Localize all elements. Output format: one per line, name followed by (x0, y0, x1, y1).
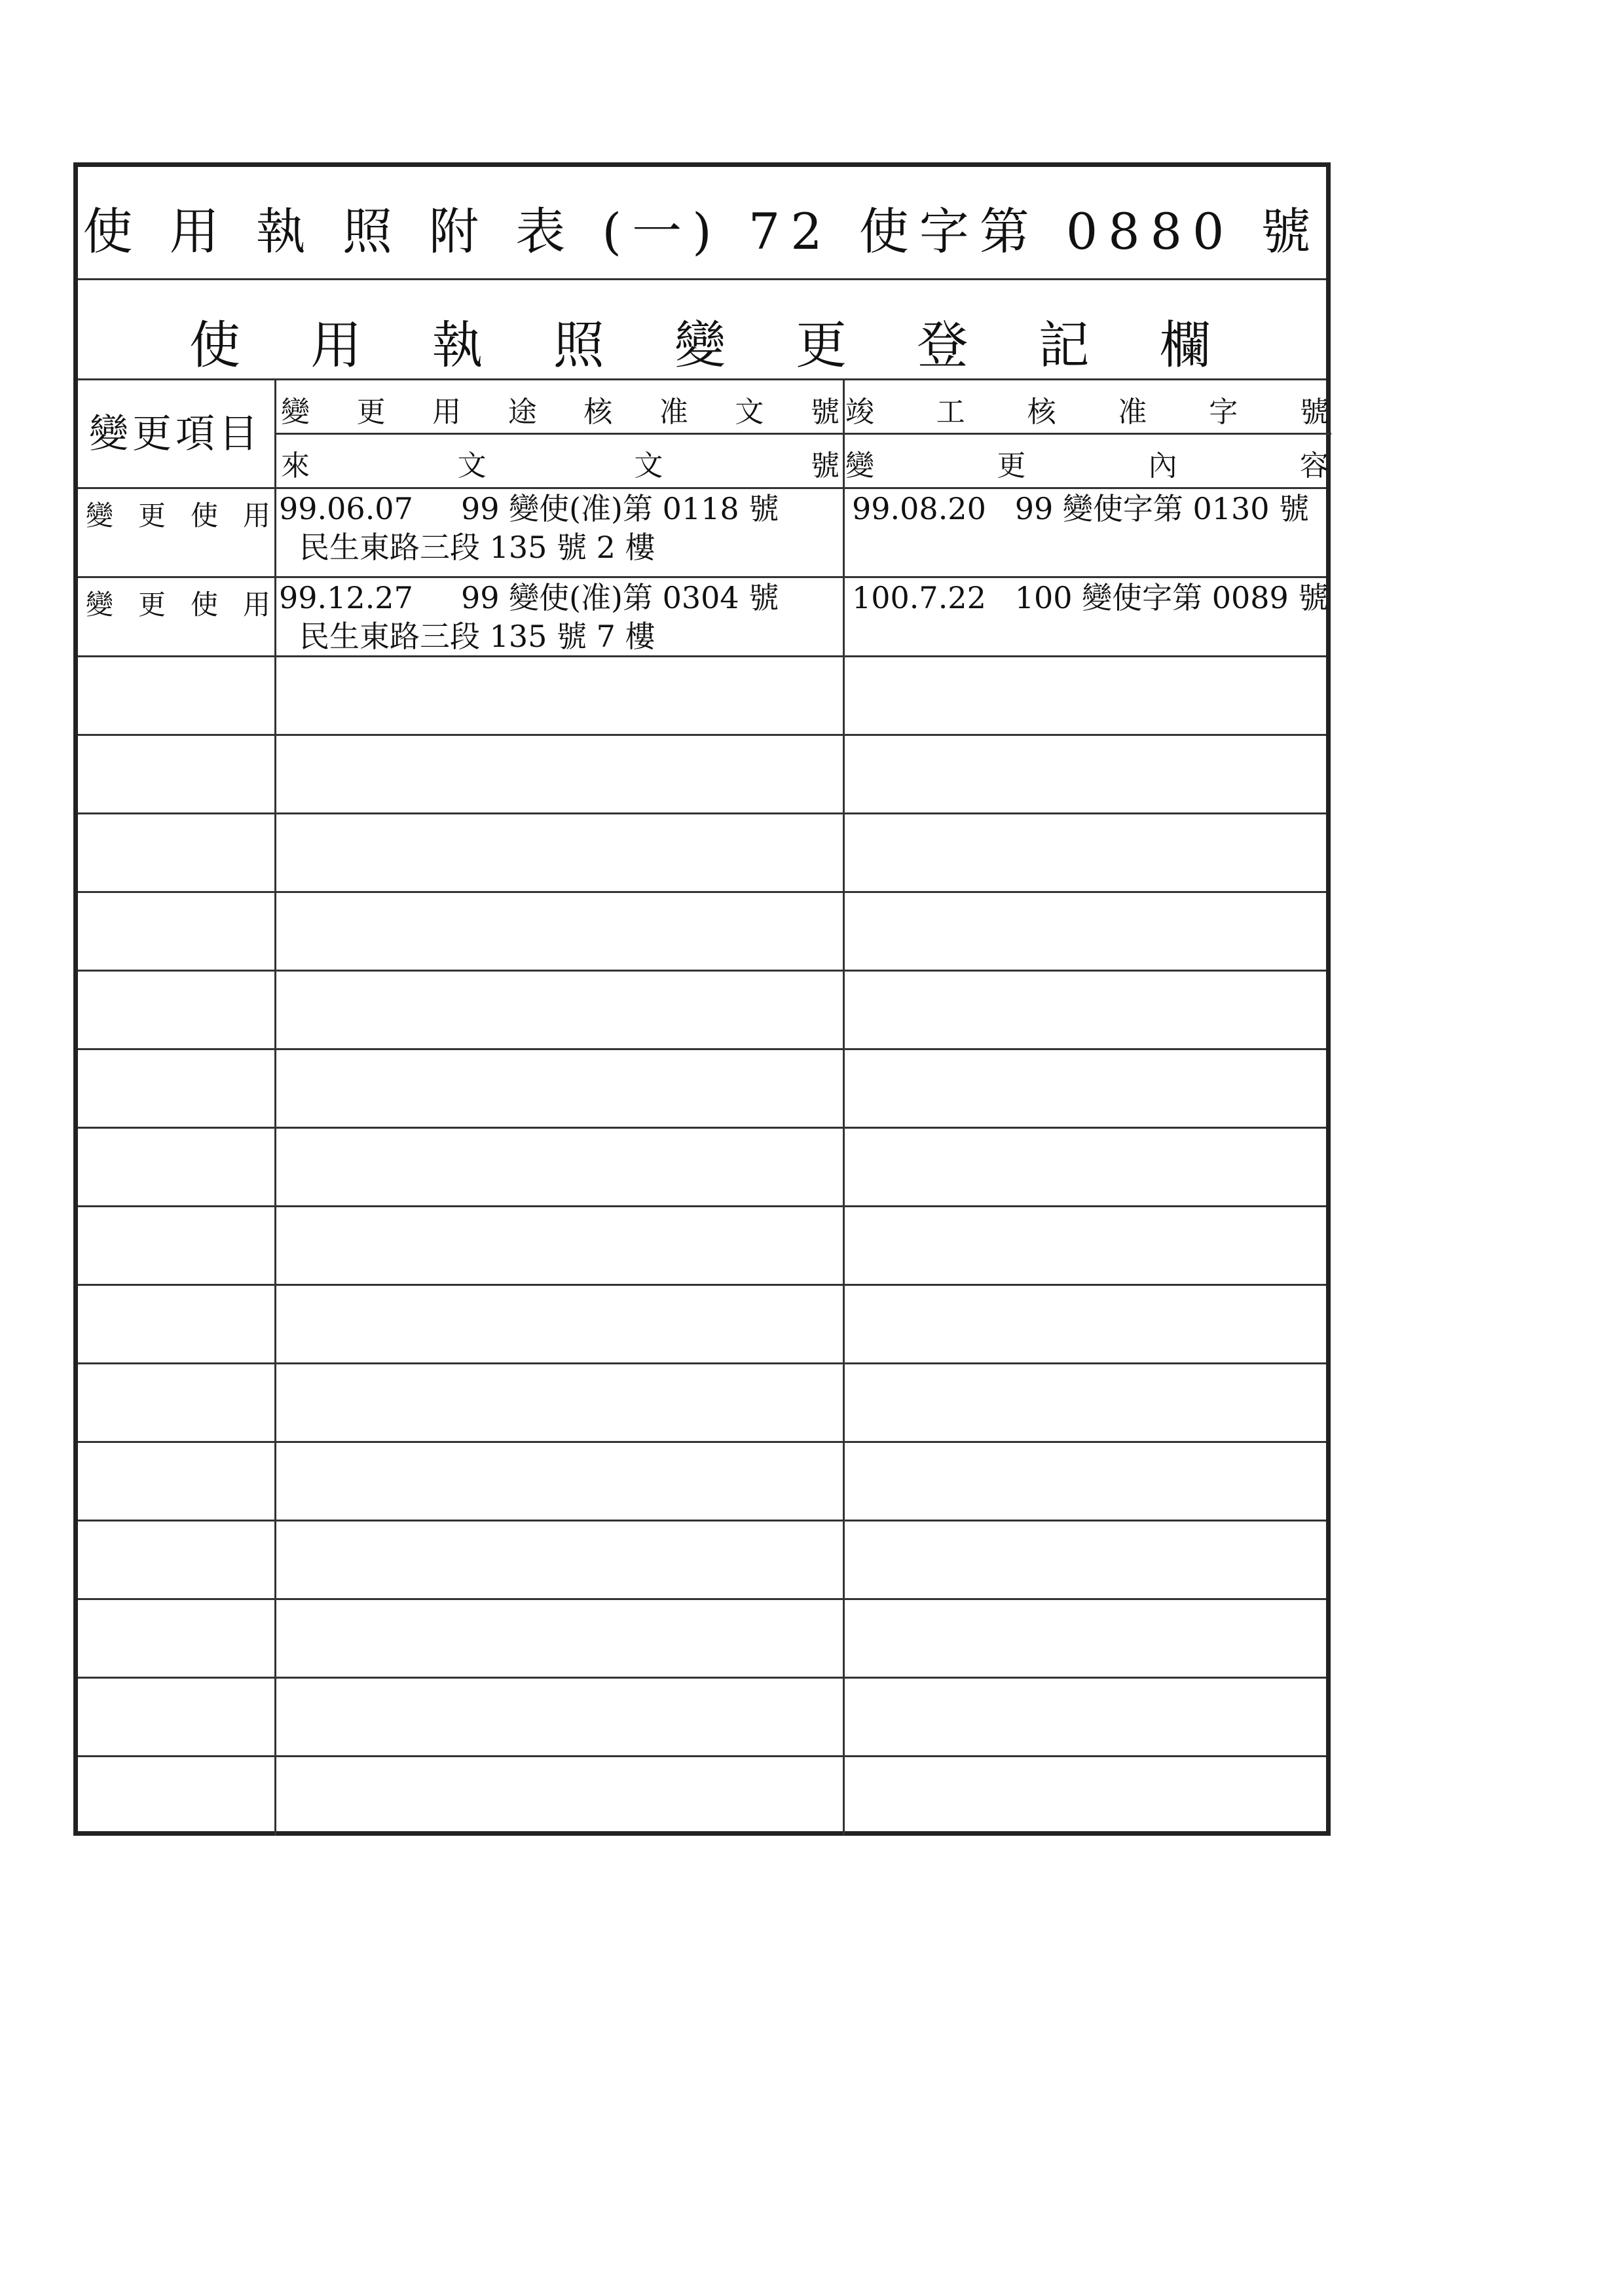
column-divider (843, 378, 845, 1836)
row-divider (78, 812, 1326, 814)
section-title-char: 更 (796, 316, 847, 375)
license-table (73, 162, 1331, 1836)
row-divider (78, 576, 1326, 578)
row-2-approval-line1: 99.12.27 99 變使(准)第 0304 號 (279, 580, 779, 615)
divider (78, 278, 1326, 280)
section-title-char: 執 (432, 316, 483, 375)
row-divider (78, 487, 1326, 489)
row-divider (78, 970, 1326, 972)
row-divider (78, 1677, 1326, 1679)
row-divider (78, 734, 1326, 736)
row-divider (78, 1755, 1326, 1757)
section-title-char: 記 (1038, 316, 1090, 375)
column-header-completion: 竣 工 核 准 字 號 (845, 395, 1329, 429)
row-divider (78, 1127, 1326, 1129)
column-header-item: 變更項目 (89, 411, 262, 457)
column-header-approval: 變 更 用 途 核 准 文 號 (281, 395, 840, 429)
row-2-completion: 100.7.22 100 變使字第 0089 號 (852, 580, 1329, 615)
row-divider (78, 1205, 1326, 1207)
divider (276, 433, 1331, 435)
row-divider (78, 1284, 1326, 1286)
row-1-approval-line1: 99.06.07 99 變使(准)第 0118 號 (279, 491, 779, 526)
section-title-char: 欄 (1159, 316, 1211, 375)
column-header-incoming-doc: 來 文 文 號 (281, 449, 840, 483)
column-header-change-content: 變 更 內 容 (845, 449, 1329, 483)
row-1-item: 變 更 使 用 (86, 500, 270, 532)
row-divider (78, 1441, 1326, 1443)
column-divider (274, 378, 276, 1836)
row-1-completion: 99.08.20 99 變使字第 0130 號 (852, 491, 1310, 526)
row-1-approval-line2: 民生東路三段 135 號 2 樓 (299, 530, 655, 565)
row-2-item: 變 更 使 用 (86, 589, 270, 621)
section-title-char: 登 (917, 316, 969, 375)
section-title-char: 用 (310, 316, 362, 375)
divider (78, 378, 1326, 380)
section-title-char: 變 (674, 316, 726, 375)
row-divider (78, 1520, 1326, 1522)
section-title-char: 使 (189, 316, 241, 375)
section-title (189, 304, 1211, 378)
section-title-char: 照 (553, 316, 604, 375)
row-2-approval-line2: 民生東路三段 135 號 7 樓 (299, 619, 655, 654)
document-title: 使 用 執 照 附 表 (一) 72 使字第 0880 號 (83, 202, 1321, 261)
row-divider (78, 891, 1326, 893)
row-divider (78, 1048, 1326, 1050)
row-divider (78, 655, 1326, 657)
row-divider (78, 1362, 1326, 1364)
row-divider (78, 1598, 1326, 1600)
